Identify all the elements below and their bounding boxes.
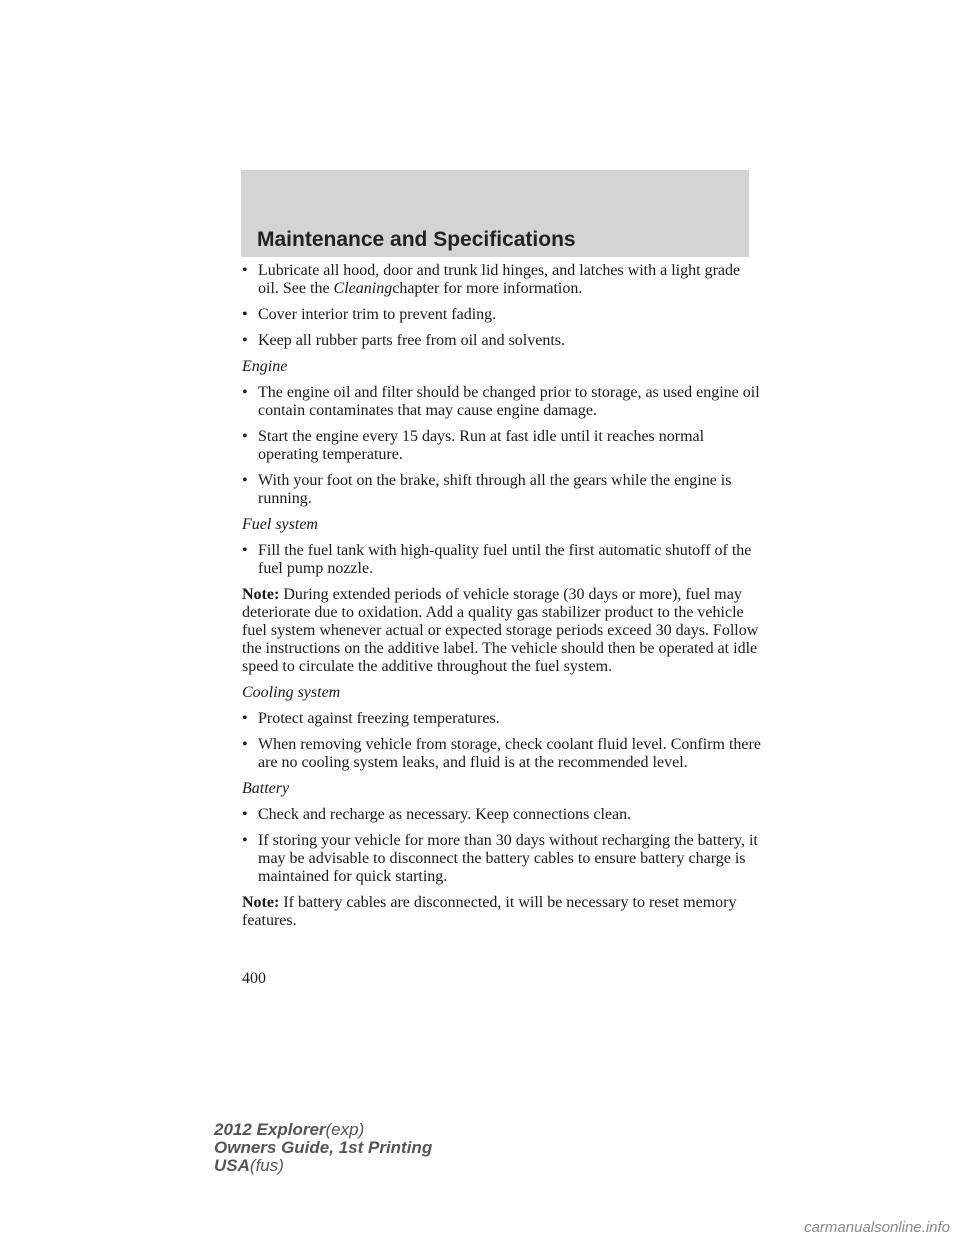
bullet-engine-oil: • The engine oil and filter should be changed prior to storage, as used engine oil contain contaminates that may cause engine damage.	[242, 384, 762, 420]
section-header-band	[241, 170, 749, 257]
footer-market-code: (fus)	[249, 1156, 284, 1175]
note-battery-reset	[242, 894, 762, 930]
bullet-disconnect-battery: • If storing your vehicle for more than 30 days without recharging the battery, it may be advisable to disconnect the battery cables to ensure battery charge is maintained for quick starting.	[242, 832, 762, 886]
footer-market: USA	[214, 1156, 250, 1175]
bullet-cover-trim: • Cover interior trim to prevent fading.	[242, 306, 762, 324]
footer-line-market	[214, 1157, 432, 1175]
section-title: Maintenance and Specifications	[257, 228, 576, 251]
bullet-text: chapter for more information.	[392, 280, 583, 297]
subheading-engine: Engine	[242, 358, 288, 375]
footer-model-code: (exp)	[325, 1120, 365, 1139]
page-body	[242, 262, 762, 938]
bullet-rubber-parts: • Keep all rubber parts free from oil and solvents.	[242, 332, 762, 350]
note-text: If battery cables are disconnected, it will be necessary to reset memory features.	[242, 894, 737, 929]
bullet-recharge: • Check and recharge as necessary. Keep connections clean.	[242, 806, 762, 824]
bullet-start-engine: • Start the engine every 15 days. Run at fast idle until it reaches normal operating temperature.	[242, 428, 762, 464]
bullet-shift-gears: • With your foot on the brake, shift through all the gears while the engine is running.	[242, 472, 762, 508]
bullet-coolant-level: • When removing vehicle from storage, check coolant fluid level. Confirm there are no cooling system leaks, and fluid is at the recommended level.	[242, 736, 762, 772]
bullet-lubricate	[242, 262, 762, 298]
bullet-text: Lubricate all hood, door and trunk lid hinges, and latches with a light grade oil. See the	[258, 262, 741, 297]
note-label: Note:	[242, 586, 280, 603]
footer-model: 2012 Explorer	[214, 1120, 326, 1139]
page-number: 400	[242, 970, 266, 987]
subheading-fuel-system: Fuel system	[242, 516, 318, 533]
site-watermark: carmanualsonline.info	[804, 1219, 950, 1236]
bullet-freezing: • Protect against freezing temperatures.	[242, 710, 762, 728]
note-fuel-storage	[242, 586, 762, 676]
note-label: Note:	[242, 894, 280, 911]
footer-printing: Owners Guide, 1st Printing	[214, 1138, 433, 1157]
cleaning-chapter-reference: Cleaning	[333, 280, 393, 297]
print-footer	[214, 1121, 432, 1175]
subheading-cooling-system: Cooling system	[242, 684, 341, 701]
subheading-battery: Battery	[242, 780, 290, 797]
footer-line-model	[214, 1121, 432, 1139]
bullet-fill-tank: • Fill the fuel tank with high-quality fuel until the first automatic shutoff of the fuel pump nozzle.	[242, 542, 762, 578]
note-text: During extended periods of vehicle storage (30 days or more), fuel may deteriorate due to oxidation. Add a quality gas stabilizer product to the vehicle fuel system whenever actual or expected storage periods exceed 30 days. Follow the instructions on the additive label. The vehicle should then be operated at idle speed to circulate the additive throughout the fuel system.	[242, 586, 759, 675]
